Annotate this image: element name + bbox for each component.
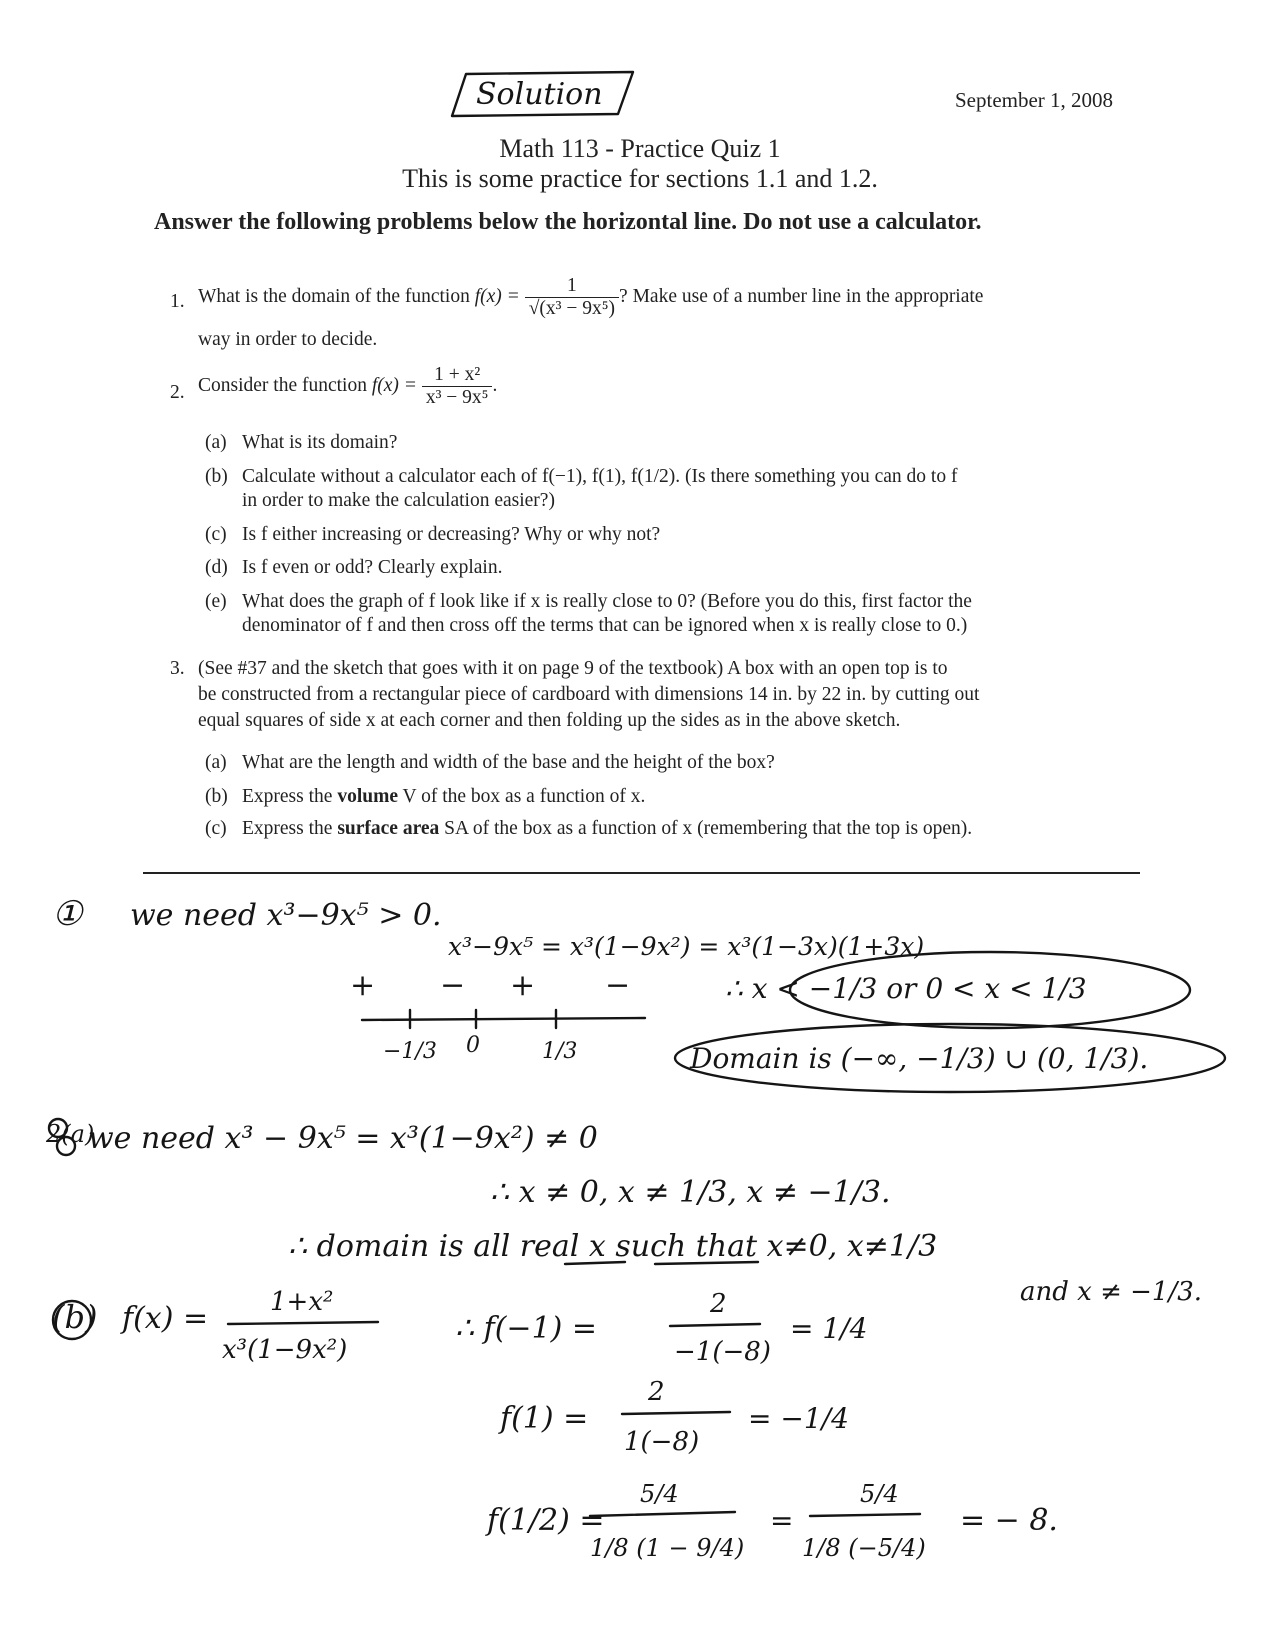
question-text: be constructed from a rectangular piece of cardboard with dimensions 14 in. by 22 in. by cutting out xyxy=(198,684,980,705)
question-text: (See #37 and the sketch that goes with it on page 9 of the textbook) A box with an open top is to xyxy=(198,658,948,679)
answer-1-line-1: we need x³−9x⁵ > 0. xyxy=(130,898,442,933)
sign-minus: − xyxy=(440,968,466,1003)
question-text: Consider the function xyxy=(198,374,367,396)
fraction-bar xyxy=(590,1512,735,1516)
fraction-denominator: −1(−8) xyxy=(674,1337,771,1367)
fraction-bar xyxy=(622,1412,730,1414)
answer-2b-fx: f(x) = xyxy=(122,1301,209,1336)
fraction-denominator: 1/8 (1 − 9/4) xyxy=(590,1534,745,1562)
number-line xyxy=(362,1018,645,1020)
answer-1-line-2: x³−9x⁵ = x³(1−9x²) = x³(1−3x)(1+3x) xyxy=(448,932,925,961)
sign-plus: + xyxy=(510,968,536,1003)
fraction-numerator: 5/4 xyxy=(860,1480,899,1508)
question-text: way in order to decide. xyxy=(198,329,378,350)
answer-2b-f-1-value: = −1/4 xyxy=(748,1402,849,1435)
part-text: Express the surface area SA of the box as a function of x (remembering that the top is open). xyxy=(242,818,973,839)
part-text: What are the length and width of the base and the height of the box? xyxy=(242,752,775,773)
page-title: Math 113 - Practice Quiz 1 xyxy=(499,134,781,163)
answer-1-conclusion: ∴ x < −1/3 or 0 < x < 1/3 xyxy=(725,972,1087,1005)
question-text: What is the domain of the function xyxy=(198,285,470,307)
part-label: (a) xyxy=(205,432,227,453)
answer-1-domain: Domain is (−∞, −1/3) ∪ (0, 1/3). xyxy=(690,1042,1149,1075)
part-label: (c) xyxy=(205,524,227,545)
part-text: denominator of f and then cross off the terms that can be ignored when x is really close to 0.) xyxy=(242,615,968,636)
fraction-bar xyxy=(228,1322,378,1324)
equals-sign: = xyxy=(770,1504,794,1537)
answer-2a-line-1: we need x³ − 9x⁵ = x³(1−9x²) ≠ 0 xyxy=(88,1121,598,1156)
answer-2a-line-3: ∴ domain is all real x such that x≠0, x≠1/3 xyxy=(288,1229,938,1264)
part-text: What does the graph of f look like if x is really close to 0? (Before you do this, first factor the xyxy=(242,591,972,612)
fraction-denominator: x³(1−9x²) xyxy=(222,1335,348,1365)
question-number: 1. xyxy=(170,291,185,312)
question-text: equal squares of side x at each corner and then folding up the sides as in the above sketch. xyxy=(198,710,901,731)
fraction-denominator: 1(−8) xyxy=(624,1427,700,1457)
part-text: Is f even or odd? Clearly explain. xyxy=(242,557,503,578)
question-2: 2. Consider the function f(x) = $\frac{\text{1 + x²}}{\text{x³ − 9x⁵}}$ . (a) What is its domain? (b) Calculate without a calculator each of f(−1), f(1), f(1/2). (Is there something you can do to f in order to make the calculation easier?) (c) Is f either increasing or decreasing? Why or why not? (d) Is f even or odd? Clearly explain. (e) What does the graph of f look like if x is really close to 0? (Before you do this, first factor the denominator of f and then cross off the terms that can be ignored when x is really close to 0.) xyxy=(0,364,1280,634)
function-name: f(x) = xyxy=(371,374,417,396)
tick-label: −1/3 xyxy=(383,1039,437,1064)
answer-2a-line-2: ∴ x ≠ 0, x ≠ 1/3, x ≠ −1/3. xyxy=(490,1175,891,1210)
answer-2b-label: (b) xyxy=(52,1298,98,1336)
fraction-bar xyxy=(670,1324,760,1326)
date: September 1, 2008 xyxy=(955,88,1114,112)
part-text: Express the volume V of the box as a function of x. xyxy=(242,786,646,807)
svg-text:Solution: Solution xyxy=(476,77,603,112)
part-label: (d) xyxy=(205,557,228,578)
fraction-numerator: 2 xyxy=(648,1377,665,1407)
part-text: What is its domain? xyxy=(242,432,398,453)
part-text: Is f either increasing or decreasing? Why or why not? xyxy=(242,524,661,545)
part-label: (c) xyxy=(205,818,227,839)
handwritten-solutions xyxy=(0,880,1280,1649)
fraction: $\frac{\text{1 + x²}}{\text{x³ − 9x⁵}}$ xyxy=(422,364,493,409)
question-text: ? Make use of a number line in the appropriate xyxy=(619,285,984,307)
tick-label: 0 xyxy=(466,1033,480,1058)
question-3 xyxy=(0,656,1280,856)
horizontal-rule xyxy=(143,872,1140,874)
function-name: f(x) = xyxy=(474,285,520,307)
answer-2a-line-4: and x ≠ −1/3. xyxy=(1020,1277,1203,1307)
fraction-bar xyxy=(810,1514,920,1516)
question-1 xyxy=(0,275,1280,355)
part-label: (e) xyxy=(205,591,227,612)
instructions: Answer the following problems below the horizontal line. Do not use a calculator. xyxy=(154,209,982,235)
fraction: $\frac{1}{\text{√(x³ − 9x⁵)}}$ xyxy=(525,275,619,320)
sign-minus: − xyxy=(605,968,631,1003)
question-number: 2. xyxy=(170,382,185,403)
part-text: in order to make the calculation easier?) xyxy=(242,490,555,511)
answer-1-label: ① xyxy=(52,894,83,934)
part-text: Calculate without a calculator each of f(−1), f(1), f(1/2). (Is there something you can do to f xyxy=(242,466,958,487)
sign-plus: + xyxy=(350,968,376,1003)
question-number: 3. xyxy=(170,658,185,679)
part-label: (b) xyxy=(205,466,228,487)
answer-2a-label: 2(a) xyxy=(46,1120,95,1148)
fraction-numerator: 5/4 xyxy=(640,1480,679,1508)
solution-stamp xyxy=(448,68,638,118)
answer-2b-f-1: f(1) = xyxy=(500,1401,589,1436)
answer-2b-f-half: f(1/2) = xyxy=(487,1503,605,1538)
part-label: (b) xyxy=(205,786,228,807)
page-subtitle: This is some practice for sections 1.1 and 1.2. xyxy=(402,164,878,193)
answer-2b-f-minus-1: ∴ f(−1) = xyxy=(455,1311,598,1346)
fraction-numerator: 2 xyxy=(710,1289,727,1319)
answer-2b-f-half-value: = − 8. xyxy=(960,1503,1058,1538)
tick-label: 1/3 xyxy=(542,1039,578,1064)
answer-2b-f-minus-1-value: = 1/4 xyxy=(790,1312,868,1345)
fraction-denominator: 1/8 (−5/4) xyxy=(802,1534,926,1562)
fraction-numerator: 1+x² xyxy=(270,1287,334,1317)
part-label: (a) xyxy=(205,752,227,773)
